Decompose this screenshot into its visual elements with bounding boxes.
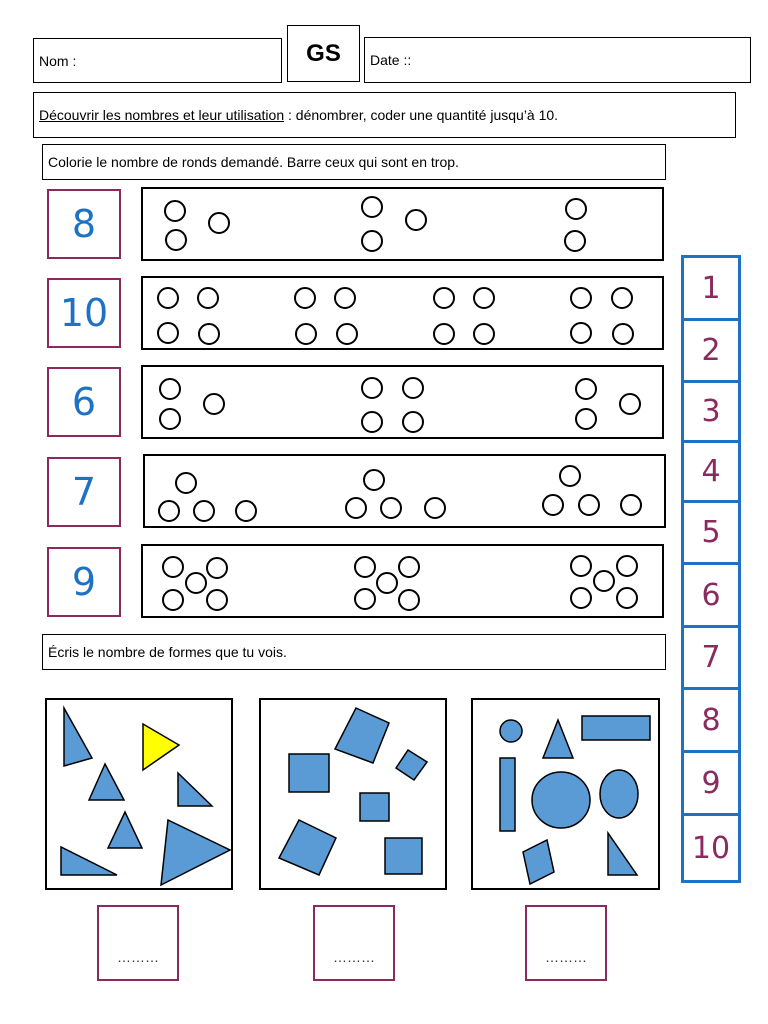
answer-dots: ……… [333,949,375,965]
circle [165,201,185,221]
circle [362,231,382,251]
circles-row [141,276,664,350]
target-number: 7 [71,470,97,514]
square-shape [335,708,389,763]
circle [543,495,563,515]
triangle-shape [178,773,212,806]
circle [207,590,227,610]
circle-shape [500,720,522,742]
answer-box[interactable] [525,905,607,981]
objective-banner [33,92,736,138]
circle [166,230,186,250]
circle [362,412,382,432]
target-number: 6 [71,380,97,424]
circle [296,324,316,344]
oval-shape [600,770,638,818]
shapes-box-triangles [45,698,233,890]
circle [612,288,632,308]
square-shape [385,838,422,874]
name-field[interactable] [33,38,282,83]
date-label: Date :: [370,52,412,68]
answer-dots: ……… [545,949,587,965]
exercise2-instruction-text: Écris le nombre de formes que tu vois. [48,644,287,660]
target-number-box [47,189,121,259]
circle [434,288,454,308]
circle [295,288,315,308]
target-number: 9 [71,560,97,604]
circle [377,573,397,593]
circle [186,573,206,593]
circle [617,588,637,608]
circle [163,590,183,610]
circle [199,324,219,344]
objective-text: : dénombrer, coder une quantité jusqu’à 10. [284,107,559,123]
rectangle-shape [582,716,650,740]
circle [474,288,494,308]
circle [566,199,586,219]
answer-dots: ……… [117,949,159,965]
strip-cell: 9 [684,753,738,816]
circle [236,501,256,521]
circles-row [143,454,666,528]
strip-cell: 3 [684,383,738,443]
triangle-shape [608,833,637,875]
objective-title: Découvrir les nombres et leur utilisation [39,107,285,123]
circle [403,412,423,432]
circle [565,231,585,251]
circle [571,556,591,576]
circle [163,557,183,577]
name-label: Nom : [39,52,77,69]
circle [355,557,375,577]
circle [399,590,419,610]
circle [176,473,196,493]
circle [579,495,599,515]
circle [159,501,179,521]
circle [194,501,214,521]
strip-cell: 6 [684,565,738,628]
circle [355,589,375,609]
circle [571,323,591,343]
strip-cell: 5 [684,503,738,565]
circle [362,378,382,398]
strip-cell: 4 [684,443,738,503]
circle [160,379,180,399]
circle [335,288,355,308]
circle [425,498,445,518]
circle [337,324,357,344]
circle [620,394,640,414]
target-number-box [47,547,121,617]
circle [160,409,180,429]
triangle-shape [143,724,179,770]
triangle-shape [543,720,573,758]
circle [560,466,580,486]
triangle-shape [89,764,124,800]
number-strip [681,255,741,883]
circle [209,213,229,233]
triangle-shape [64,708,92,766]
shapes-box-mixed [471,698,660,890]
strip-cell: 1 [684,258,738,321]
circle [158,288,178,308]
circle [621,495,641,515]
target-number: 8 [71,202,97,246]
rectangle-shape [500,758,515,831]
square-shape [360,793,389,821]
circle [207,558,227,578]
circles-row [141,365,664,439]
circle [434,324,454,344]
circle [576,379,596,399]
circle [399,557,419,577]
square-shape [289,754,329,792]
triangle-shape [161,820,230,885]
answer-box[interactable] [97,905,179,981]
circle [403,378,423,398]
square-shape [396,750,427,780]
triangle-shape [61,847,117,875]
circle [571,288,591,308]
circle [576,409,596,429]
circle [617,556,637,576]
exercise2-instruction [42,634,666,670]
circle [594,571,614,591]
square-shape [523,840,554,884]
target-number-box [47,367,121,437]
circle [613,324,633,344]
exercise1-instruction [42,144,666,180]
circle [158,323,178,343]
circle [474,324,494,344]
strip-cell: 8 [684,690,738,753]
circle [362,197,382,217]
circle [406,210,426,230]
oval-shape [532,772,590,828]
strip-cell: 7 [684,628,738,690]
answer-box[interactable] [313,905,395,981]
target-number: 10 [59,291,109,335]
circle [381,498,401,518]
circle [346,498,366,518]
strip-cell: 10 [691,830,731,866]
triangle-shape [108,812,142,848]
circle [204,394,224,414]
square-shape [279,820,336,875]
level-badge [287,25,360,82]
target-number-box [47,278,121,348]
date-field[interactable] [364,37,751,83]
shapes-box-squares [259,698,447,890]
exercise1-instruction-text: Colorie le nombre de ronds demandé. Barre ceux qui sont en trop. [48,154,459,170]
strip-cell: 2 [684,321,738,383]
level-label: GS [306,39,341,67]
circles-row [141,544,664,618]
target-number-box [47,457,121,527]
circle [198,288,218,308]
circles-row [141,187,664,261]
circle [364,470,384,490]
circle [571,588,591,608]
